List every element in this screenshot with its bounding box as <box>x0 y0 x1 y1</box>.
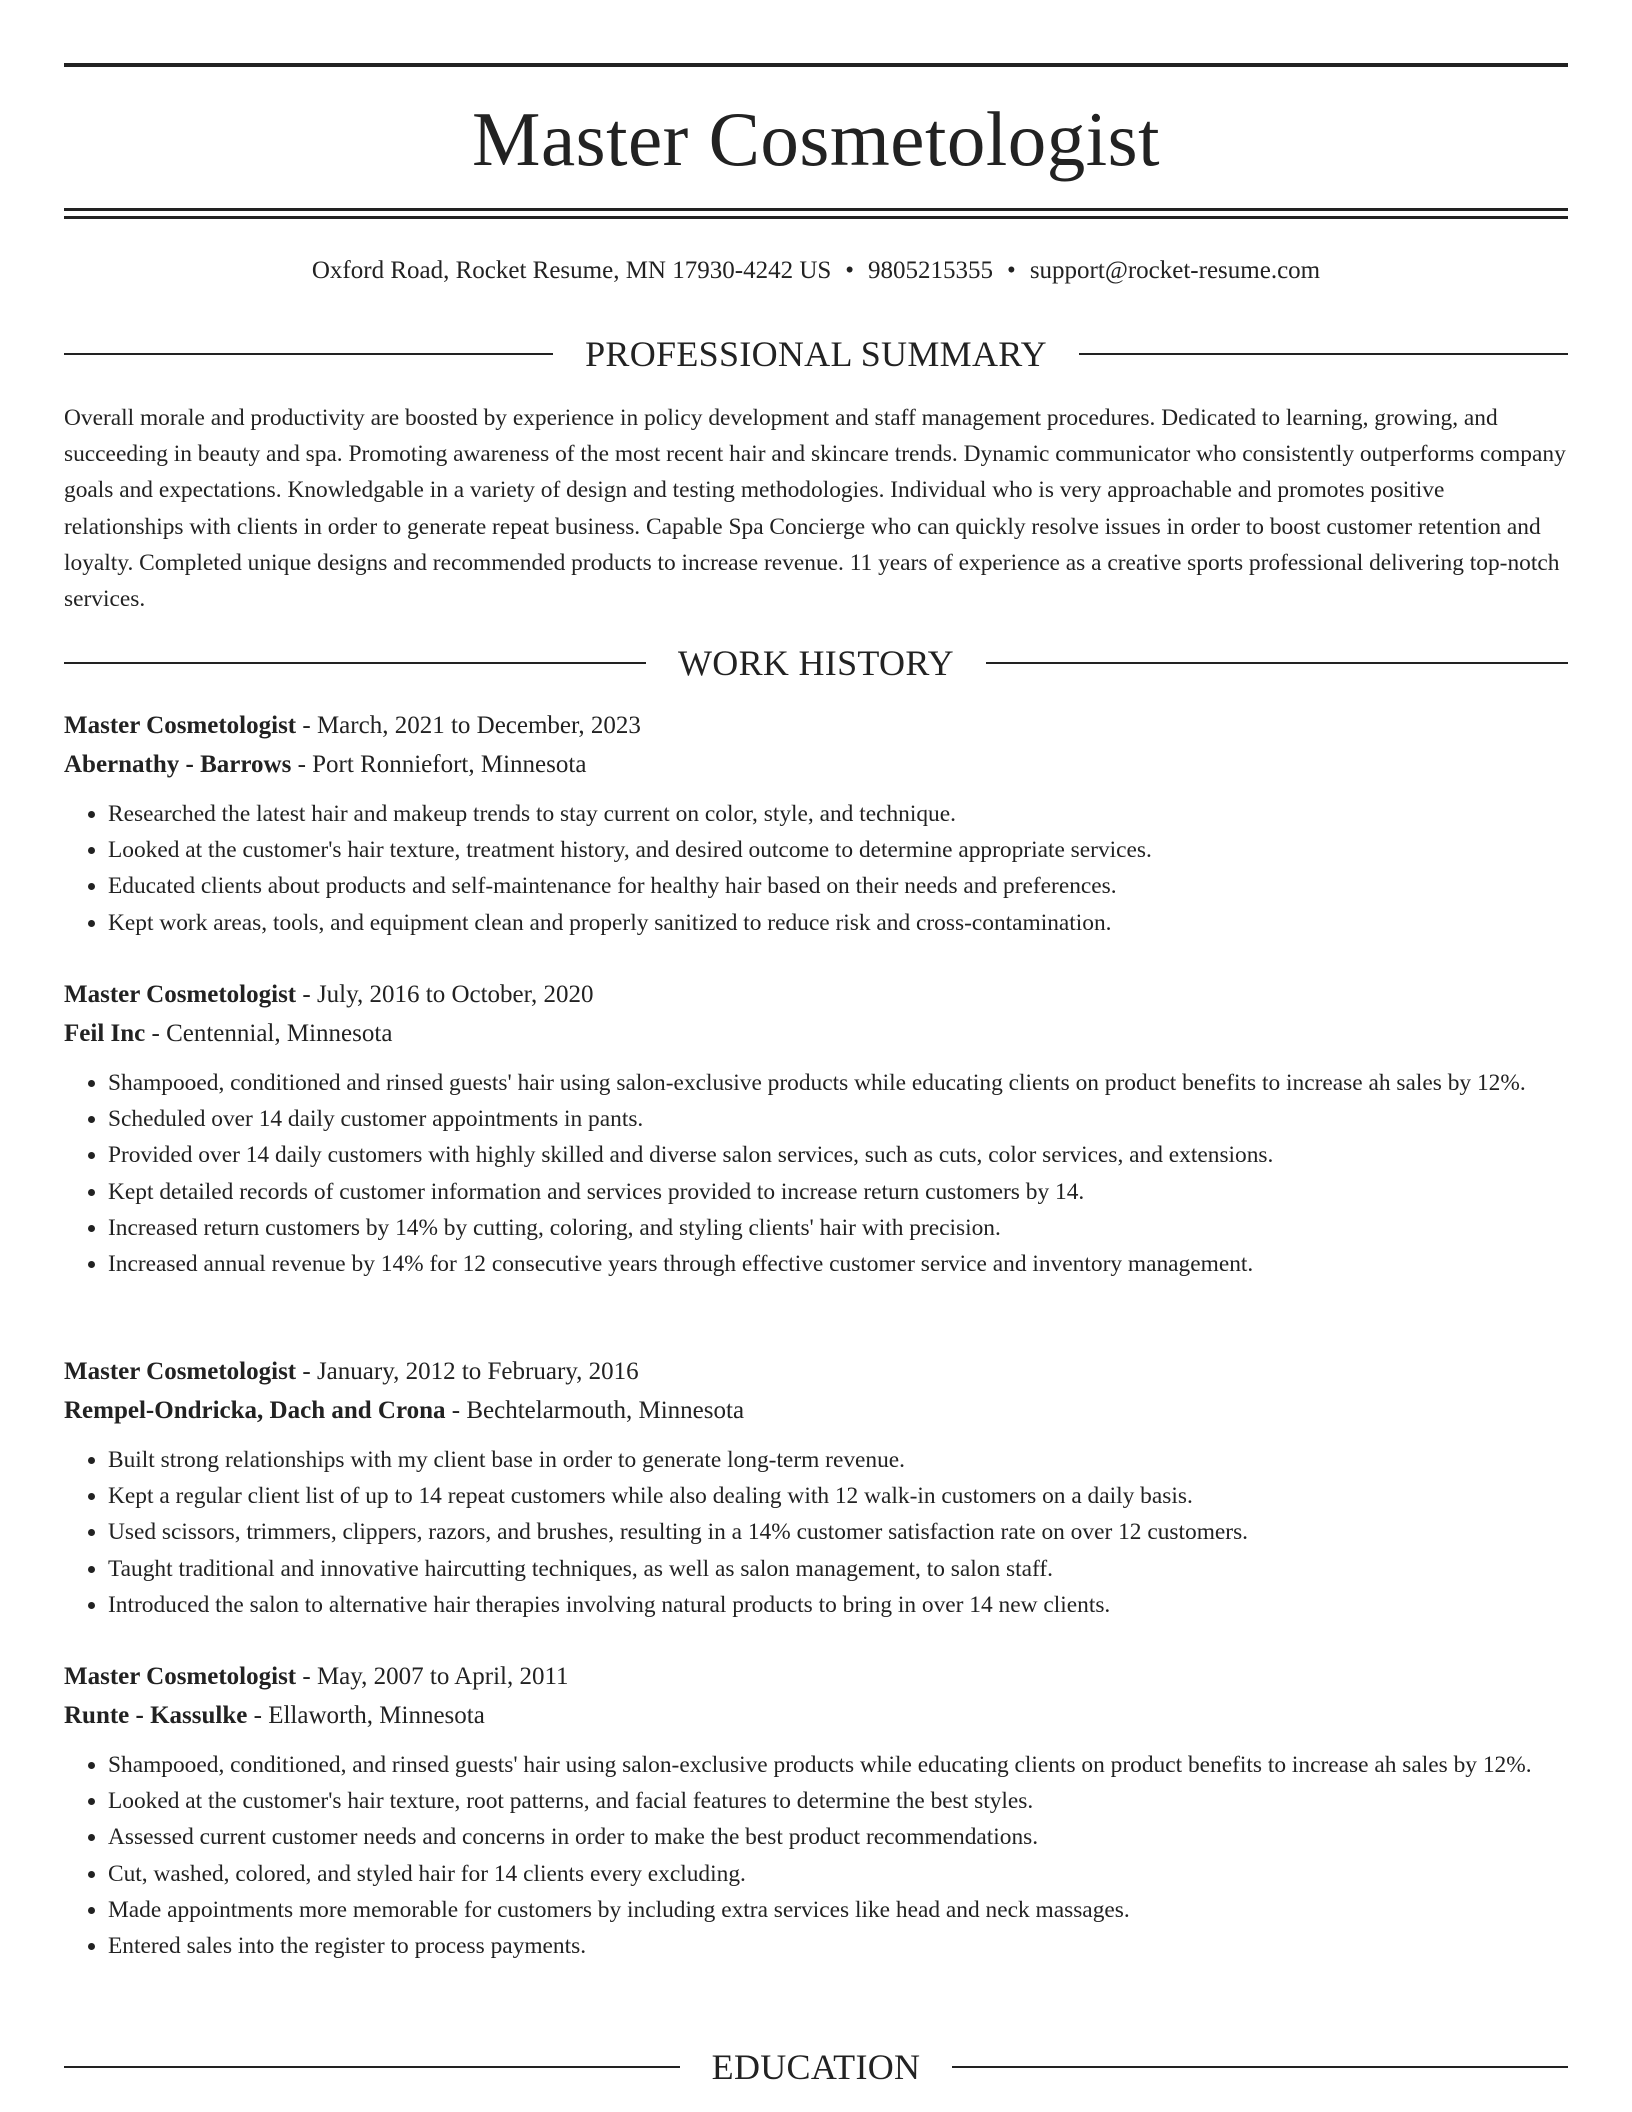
contact-line <box>64 254 1568 288</box>
job-location: - Centennial, Minnesota <box>145 1020 393 1047</box>
job-company: Feil Inc <box>64 1020 146 1047</box>
job-bullet: • Kept detailed records of customer information and services provided to increase return customers by 14. <box>108 1174 1568 1210</box>
job-dates: - January, 2012 to February, 2016 <box>296 1358 639 1385</box>
job-bullet: • Kept a regular client list of up to 14 repeat customers while also dealing with 12 walk-in customers on a daily basis. <box>108 1478 1568 1514</box>
job-bullet: • Increased annual revenue by 14% for 12 consecutive years through effective customer service and inventory management. <box>108 1246 1568 1282</box>
job-company: Abernathy - Barrows <box>64 751 292 778</box>
job-title: Master Cosmetologist <box>64 1663 297 1690</box>
section-rule-right <box>952 2066 1568 2068</box>
job-bullet: • Kept work areas, tools, and equipment clean and properly sanitized to reduce risk and cross-contamination. <box>108 905 1568 941</box>
job-bullet: • Introduced the salon to alternative hair therapies involving natural products to bring in over 14 new clients. <box>108 1587 1568 1623</box>
section-heading-summary <box>64 332 1568 376</box>
job-title: Master Cosmetologist <box>64 1358 297 1385</box>
section-title: WORK HISTORY <box>678 643 954 683</box>
job-location: - Port Ronniefort, Minnesota <box>291 751 587 778</box>
work-entry <box>64 1657 1568 1964</box>
job-bullet: • Increased return customers by 14% by cutting, coloring, and styling clients' hair with precision. <box>108 1210 1568 1246</box>
contact-email: support@rocket-resume.com <box>1029 257 1321 284</box>
job-location: - Bechtelarmouth, Minnesota <box>445 1397 745 1424</box>
section-rule-right <box>1079 353 1568 355</box>
job-title-line <box>64 706 1568 745</box>
contact-phone: 9805215355 <box>868 257 994 284</box>
section-rule-right <box>986 662 1568 664</box>
section-rule-left <box>64 353 553 355</box>
contact-separator: • <box>845 257 855 284</box>
job-title-line <box>64 1352 1568 1391</box>
job-bullet: • Built strong relationships with my client base in order to generate long-term revenue. <box>108 1442 1568 1478</box>
section-title: PROFESSIONAL SUMMARY <box>585 334 1047 374</box>
job-bullet: • Cut, washed, colored, and styled hair for 14 clients every excluding. <box>108 1856 1568 1892</box>
job-bullet: • Provided over 14 daily customers with highly skilled and diverse salon services, such as cuts, color services, and extensions. <box>108 1137 1568 1173</box>
job-title: Master Cosmetologist <box>64 712 297 739</box>
header-bottom-rule <box>64 208 1568 211</box>
job-dates: - July, 2016 to October, 2020 <box>296 981 594 1008</box>
job-bullet: • Educated clients about products and self-maintenance for healthy hair based on their needs and preferences. <box>108 868 1568 904</box>
job-company-line <box>64 745 1568 784</box>
job-dates: - March, 2021 to December, 2023 <box>296 712 641 739</box>
professional-summary-text: Overall morale and productivity are boosted by experience in policy development and staff management procedures. Dedicated to learning, growing, and succeeding in beauty and spa. Promoting awareness of the most recent hair and skincare trends. Dynamic communicator who consistently outperforms company goals and expectations. Knowledgable in a variety of design and testing methodologies. Individual who is very approachable and promotes positive relationships with clients in order to generate repeat business. Capable Spa Concierge who can quickly resolve issues in order to boost customer retention and loyalty. Completed unique designs and recommended products to increase revenue. 11 years of experience as a creative sports professional delivering top-notch services. <box>64 405 1566 613</box>
job-company: Rempel-Ondricka, Dach and Crona <box>64 1397 446 1424</box>
job-title: Master Cosmetologist <box>64 981 297 1008</box>
contact-address: Oxford Road, Rocket Resume, MN 17930-4242 US <box>311 257 832 284</box>
job-bullet-list <box>64 1065 1568 1282</box>
job-bullet: • Scheduled over 14 daily customer appointments in pants. <box>108 1101 1568 1137</box>
work-entry <box>64 975 1568 1282</box>
section-rule-left <box>64 662 646 664</box>
section-title: EDUCATION <box>711 2047 921 2087</box>
job-bullet: • Researched the latest hair and makeup trends to stay current on color, style, and technique. <box>108 796 1568 832</box>
job-bullet: • Taught traditional and innovative haircutting techniques, as well as salon management, to salon staff. <box>108 1551 1568 1587</box>
header-top-rule <box>64 63 1568 67</box>
job-bullet: • Shampooed, conditioned, and rinsed guests' hair using salon-exclusive products while educating clients on product benefits to increase ah sales by 12%. <box>108 1747 1568 1783</box>
job-bullet: • Shampooed, conditioned and rinsed guests' hair using salon-exclusive products while educating clients on product benefits to increase ah sales by 12%. <box>108 1065 1568 1101</box>
section-heading-work-history <box>64 641 1568 685</box>
section-rule-left <box>64 2066 680 2068</box>
job-bullet: • Made appointments more memorable for customers by including extra services like head and neck massages. <box>108 1892 1568 1928</box>
job-location: - Ellaworth, Minnesota <box>247 1702 485 1729</box>
job-bullet-list <box>64 796 1568 941</box>
job-bullet-list <box>64 1747 1568 1964</box>
job-dates: - May, 2007 to April, 2011 <box>296 1663 569 1690</box>
job-title-line <box>64 975 1568 1014</box>
job-bullet: • Used scissors, trimmers, clippers, razors, and brushes, resulting in a 14% customer satisfaction rate on over 12 customers. <box>108 1514 1568 1550</box>
work-entry <box>64 706 1568 941</box>
header-bottom-rule-second <box>64 216 1568 219</box>
job-company: Runte - Kassulke <box>64 1702 248 1729</box>
section-heading-education <box>64 2045 1568 2089</box>
resume-name-heading: Master Cosmetologist <box>472 96 1160 182</box>
job-title-line <box>64 1657 1568 1696</box>
job-company-line <box>64 1696 1568 1735</box>
job-company-line <box>64 1391 1568 1430</box>
work-entry <box>64 1352 1568 1623</box>
job-bullet: • Looked at the customer's hair texture, treatment history, and desired outcome to determine appropriate services. <box>108 832 1568 868</box>
job-bullet: • Entered sales into the register to process payments. <box>108 1928 1568 1964</box>
job-company-line <box>64 1014 1568 1053</box>
job-bullet-list <box>64 1442 1568 1623</box>
job-bullet: • Looked at the customer's hair texture, root patterns, and facial features to determine the best styles. <box>108 1783 1568 1819</box>
job-bullet: • Assessed current customer needs and concerns in order to make the best product recommendations. <box>108 1819 1568 1855</box>
contact-separator: • <box>1007 257 1016 284</box>
